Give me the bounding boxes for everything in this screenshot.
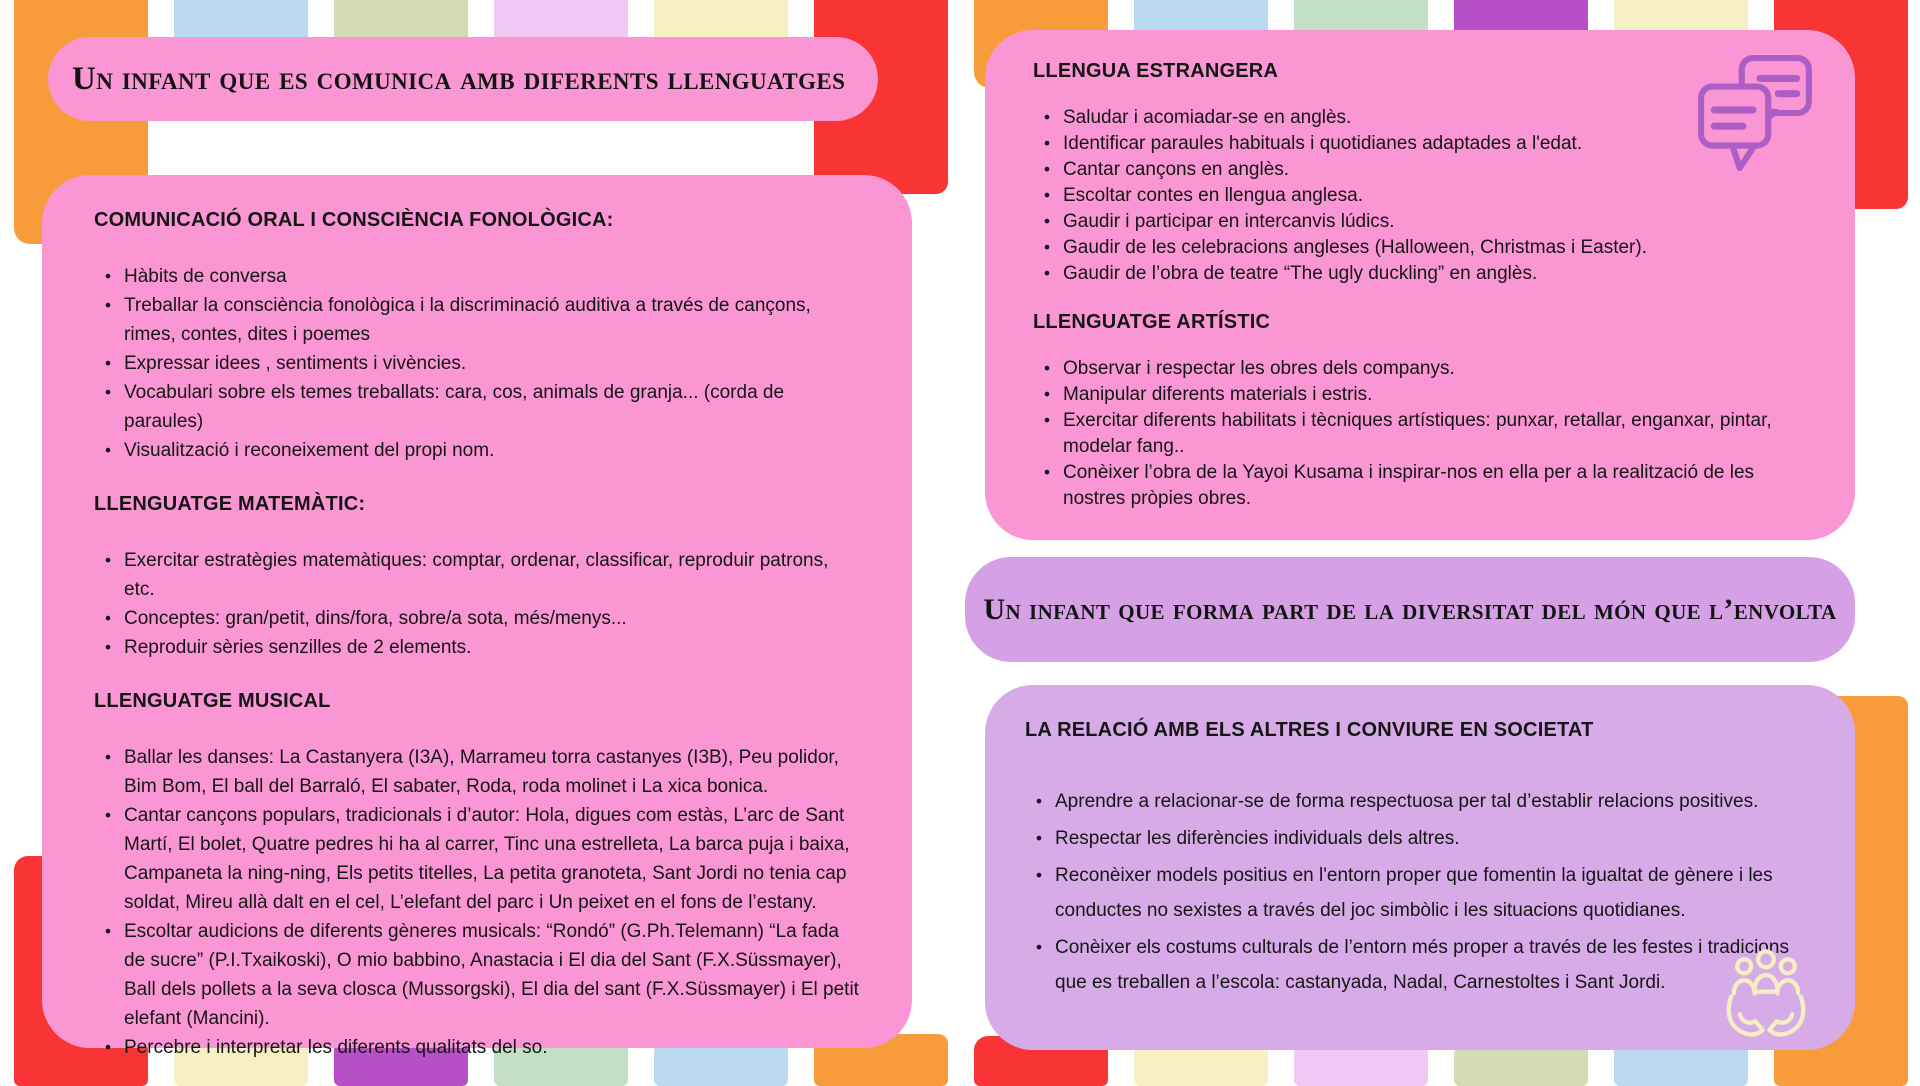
section-heading: LLENGUATGE MATEMÀTIC: [94, 493, 366, 515]
community-hands-icon [1720, 948, 1812, 1044]
bullet-item: • Percebre i interpretar les diferents qualitats del so. [94, 1033, 862, 1062]
section-heading: LLENGUATGE ARTÍSTIC [1033, 311, 1271, 333]
bullet-item: • Visualització i reconeixement del propi nom. [94, 436, 862, 465]
left-section-title: Un infant que es comunica amb diferents llenguatges [72, 60, 846, 97]
bullet-item: • Exercitar diferents habilitats i tècniques artístiques: punxar, retallar, enganxar, pintar, modelar fang.. [1033, 408, 1811, 460]
bullet-item: • Gaudir de les celebracions angleses (Halloween, Christmas i Easter). [1033, 235, 1811, 261]
bullet-item: • Gaudir de l’obra de teatre “The ugly duckling” en anglès. [1033, 261, 1811, 287]
bullet-item: • Gaudir i participar en intercanvis lúdics. [1033, 209, 1811, 235]
section-llenguatge-matematic [94, 493, 862, 662]
bullet-item: • Expressar idees , sentiments i vivències. [94, 349, 862, 378]
languages-card [42, 175, 912, 1058]
section-llenguatge-artistic [1033, 311, 1811, 512]
section-heading: LLENGUATGE MUSICAL [94, 690, 331, 712]
bullet-item: • Hàbits de conversa [94, 262, 862, 291]
diversity-title-pill [965, 557, 1855, 662]
bullet-item: • Conèixer els costums culturals de l’entorn més proper a través de les festes i tradicions que es treballen a l’escola: castanyada, Nadal, Carnestoltes i Sant Jordi. [1025, 930, 1811, 1000]
bullet-list [94, 262, 862, 465]
bullet-item: • Reconèixer models positius en l'entorn proper que fomentin la igualtat de gènere i les conductes no sexistes a través del joc simbòlic i les situacions quotidianes. [1025, 858, 1811, 928]
bullet-item: • Conceptes: gran/petit, dins/fora, sobre/a sota, més/menys... [94, 604, 862, 633]
bullet-item: • Conèixer l’obra de la Yayoi Kusama i inspirar-nos en ella per a la realització de les nostres pròpies obres. [1033, 460, 1811, 512]
bullet-item: • Reproduir sèries senzilles de 2 elements. [94, 633, 862, 662]
bullet-item: • Escoltar audicions de diferents gèneres musicals: “Rondó” (G.Ph.Telemann) “La fada de sucre” (P.I.Txaikoski), O mio babbino, Anastacia i El dia del Sant (F.X.Süssmayer), Ball dels pollets a la seva closca (Mussorgski), El dia del sant (F.X.Süssmayer) i El petit elefant (Mancini). [94, 917, 862, 1033]
bullet-item: • Observar i respectar les obres dels companys. [1033, 356, 1811, 382]
diversity-title: Un infant que forma part de la diversitat del món que l’envolta [983, 592, 1837, 626]
bullet-item: • Ballar les danses: La Castanyera (I3A), Marrameu torra castanyes (I3B), Peu polidor, Bim Bom, El ball del Barraló, El sabater, Roda, roda molinet i La xica bonica. [94, 743, 862, 801]
bullet-list [1033, 356, 1811, 512]
bullet-item: • Cantar cançons populars, tradicionals i d’autor: Hola, digues com estàs, L’arc de Sant Martí, El bolet, Quatre pedres hi ha al carrer, Tinc una estrelleta, La barca puja i baixa, Campaneta la ning-ning, Els petits titelles, La petita granoteta, Sant Jordi no tenia cap soldat, Mireu allà dalt en el cel, L’elefant del parc i Un peixet en el fons de l’estany. [94, 801, 862, 917]
bullet-item: • Treballar la consciència fonològica i la discriminació auditiva a través de cançons, rimes, contes, dites i poemes [94, 291, 862, 349]
section-heading: COMUNICACIÓ ORAL I CONSCIÈNCIA FONOLÒGICA: [94, 209, 614, 231]
bullet-item: • Saludar i acomiadar-se en anglès. [1033, 105, 1811, 131]
bullet-item: • Escoltar contes en llengua anglesa. [1033, 183, 1811, 209]
left-section-title-pill [48, 37, 878, 121]
section-comunicacio-oral [94, 209, 862, 465]
bullet-list [94, 546, 862, 662]
section-heading: LLENGUA ESTRANGERA [1033, 60, 1279, 82]
bullet-item: • Cantar cançons en anglès. [1033, 157, 1811, 183]
bullet-list [1025, 784, 1811, 1000]
bullet-item: • Identificar paraules habituals i quotidianes adaptades a l'edat. [1033, 131, 1811, 157]
bullet-list [94, 743, 862, 1062]
section-heading: LA RELACIÓ AMB ELS ALTRES I CONVIURE EN SOCIETAT [1025, 719, 1594, 741]
section-llenguatge-musical [94, 690, 862, 1062]
bullet-item: • Vocabulari sobre els temes treballats: cara, cos, animals de granja... (corda de paraules) [94, 378, 862, 436]
bullet-item: • Respectar les diferències individuals dels altres. [1025, 821, 1811, 856]
speech-bubbles-icon [1695, 52, 1817, 174]
bullet-item: • Exercitar estratègies matemàtiques: comptar, ordenar, classificar, reproduir patrons, etc. [94, 546, 862, 604]
bullet-item: • Aprendre a relacionar-se de forma respectuosa per tal d’establir relacions positives. [1025, 784, 1811, 819]
bullet-item: • Manipular diferents materials i estris. [1033, 382, 1811, 408]
